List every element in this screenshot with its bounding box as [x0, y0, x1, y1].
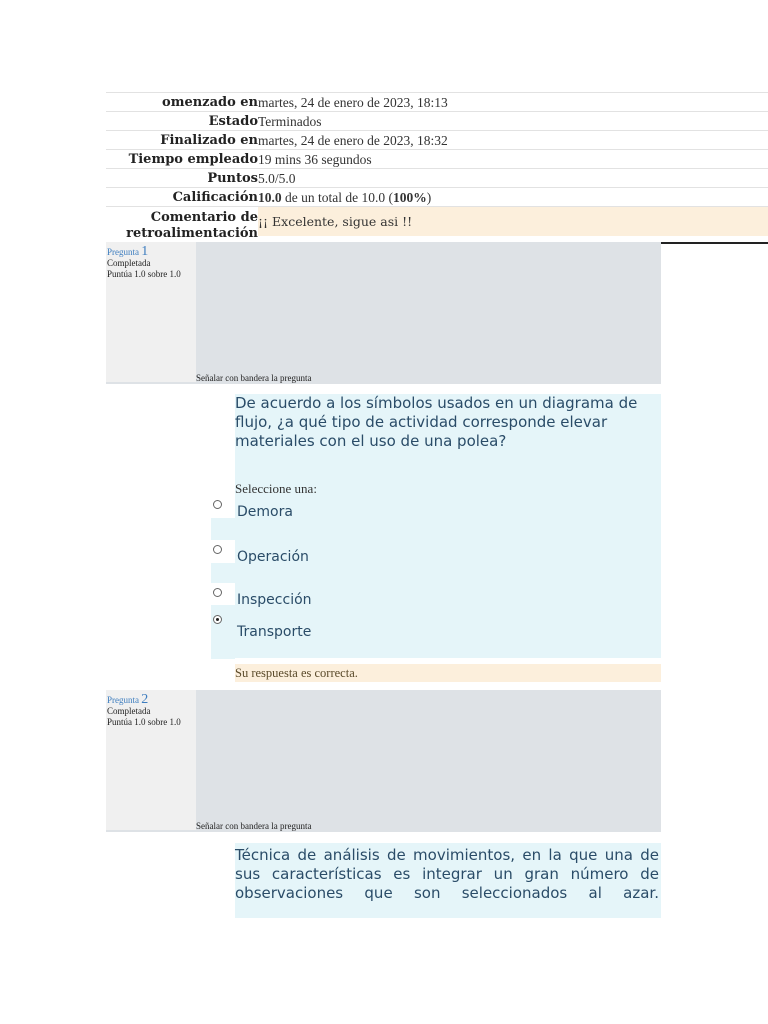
question-1-meta: [107, 246, 181, 280]
question-1-feedback: Su respuesta es correcta.: [235, 664, 661, 682]
started-value: martes, 24 de enero de 2023, 18:13: [258, 95, 448, 110]
grade-value: [258, 189, 768, 206]
question-2-flag-link[interactable]: Señalar con bandera la pregunta: [196, 821, 312, 831]
summary-row-time: [106, 149, 768, 168]
option-bg: [211, 518, 235, 540]
question-1-select-prompt: Seleccione una:: [235, 481, 317, 496]
question-2-label: Pregunta: [107, 695, 139, 705]
feedback-value: ¡¡ Excelente, sigue asi !!: [258, 207, 768, 236]
question-1-status: Completada: [107, 258, 151, 268]
option-demora-label[interactable]: Demora: [237, 504, 293, 520]
feedback-label-line1: Comentario de: [150, 210, 258, 225]
question-2-formulation: [235, 843, 661, 918]
question-1-text: De acuerdo a los símbolos usados en un diagrama de flujo, ¿a qué tipo de actividad corresponde elevar materiales con el uso de una polea?: [235, 394, 638, 450]
grade-percent: 100%: [392, 190, 427, 205]
question-2-text: Técnica de análisis de movimientos, en la que una de sus características es integrar un gran número de observaciones que son seleccionados al azar.: [235, 846, 659, 902]
grade-number: 10.0: [258, 190, 282, 205]
option-demora-radio[interactable]: [213, 500, 222, 509]
option-operacion-label[interactable]: Operación: [237, 549, 309, 565]
points-label: Puntos: [207, 171, 258, 186]
attempt-summary: [106, 92, 768, 244]
question-1-info: [106, 242, 661, 384]
question-2-score: Puntúa 1.0 sobre 1.0: [107, 717, 181, 727]
grade-label: Calificación: [172, 190, 258, 205]
option-inspeccion-label[interactable]: Inspección: [237, 592, 312, 608]
summary-row-feedback: [106, 206, 768, 244]
time-label: Tiempo empleado: [128, 152, 258, 167]
points-value: 5.0/5.0: [258, 171, 296, 186]
question-2-status: Completada: [107, 706, 151, 716]
summary-row-grade: [106, 187, 768, 206]
summary-row-finished: [106, 130, 768, 149]
question-2-meta: [107, 694, 181, 728]
state-value: Terminados: [258, 114, 322, 129]
option-transporte-label[interactable]: Transporte: [237, 624, 312, 640]
grade-rest: de un total de 10.0 (: [281, 190, 393, 205]
option-inspeccion-radio[interactable]: [213, 588, 222, 597]
started-label: omenzado en: [162, 95, 258, 110]
question-1-score: Puntúa 1.0 sobre 1.0: [107, 269, 181, 279]
feedback-label: [106, 210, 258, 242]
feedback-label-line2: retroalimentación: [126, 226, 258, 241]
summary-row-started: [106, 92, 768, 111]
question-1-number: 1: [141, 244, 149, 259]
grade-close: ): [426, 190, 432, 205]
question-2-number: 2: [141, 692, 149, 707]
question-1-label: Pregunta: [107, 247, 139, 257]
question-1-flag-link[interactable]: Señalar con bandera la pregunta: [196, 373, 312, 383]
option-bg: [211, 605, 235, 659]
finished-label: Finalizado en: [160, 133, 258, 148]
state-label: Estado: [208, 114, 258, 129]
time-value: 19 mins 36 segundos: [258, 152, 372, 167]
question-1-formulation: [235, 394, 661, 658]
question-2-info: [106, 690, 661, 832]
option-operacion-radio[interactable]: [213, 545, 222, 554]
finished-value: martes, 24 de enero de 2023, 18:32: [258, 133, 448, 148]
summary-row-points: [106, 168, 768, 187]
option-transporte-radio[interactable]: [213, 615, 222, 624]
option-bg: [211, 563, 235, 583]
summary-row-state: [106, 111, 768, 130]
